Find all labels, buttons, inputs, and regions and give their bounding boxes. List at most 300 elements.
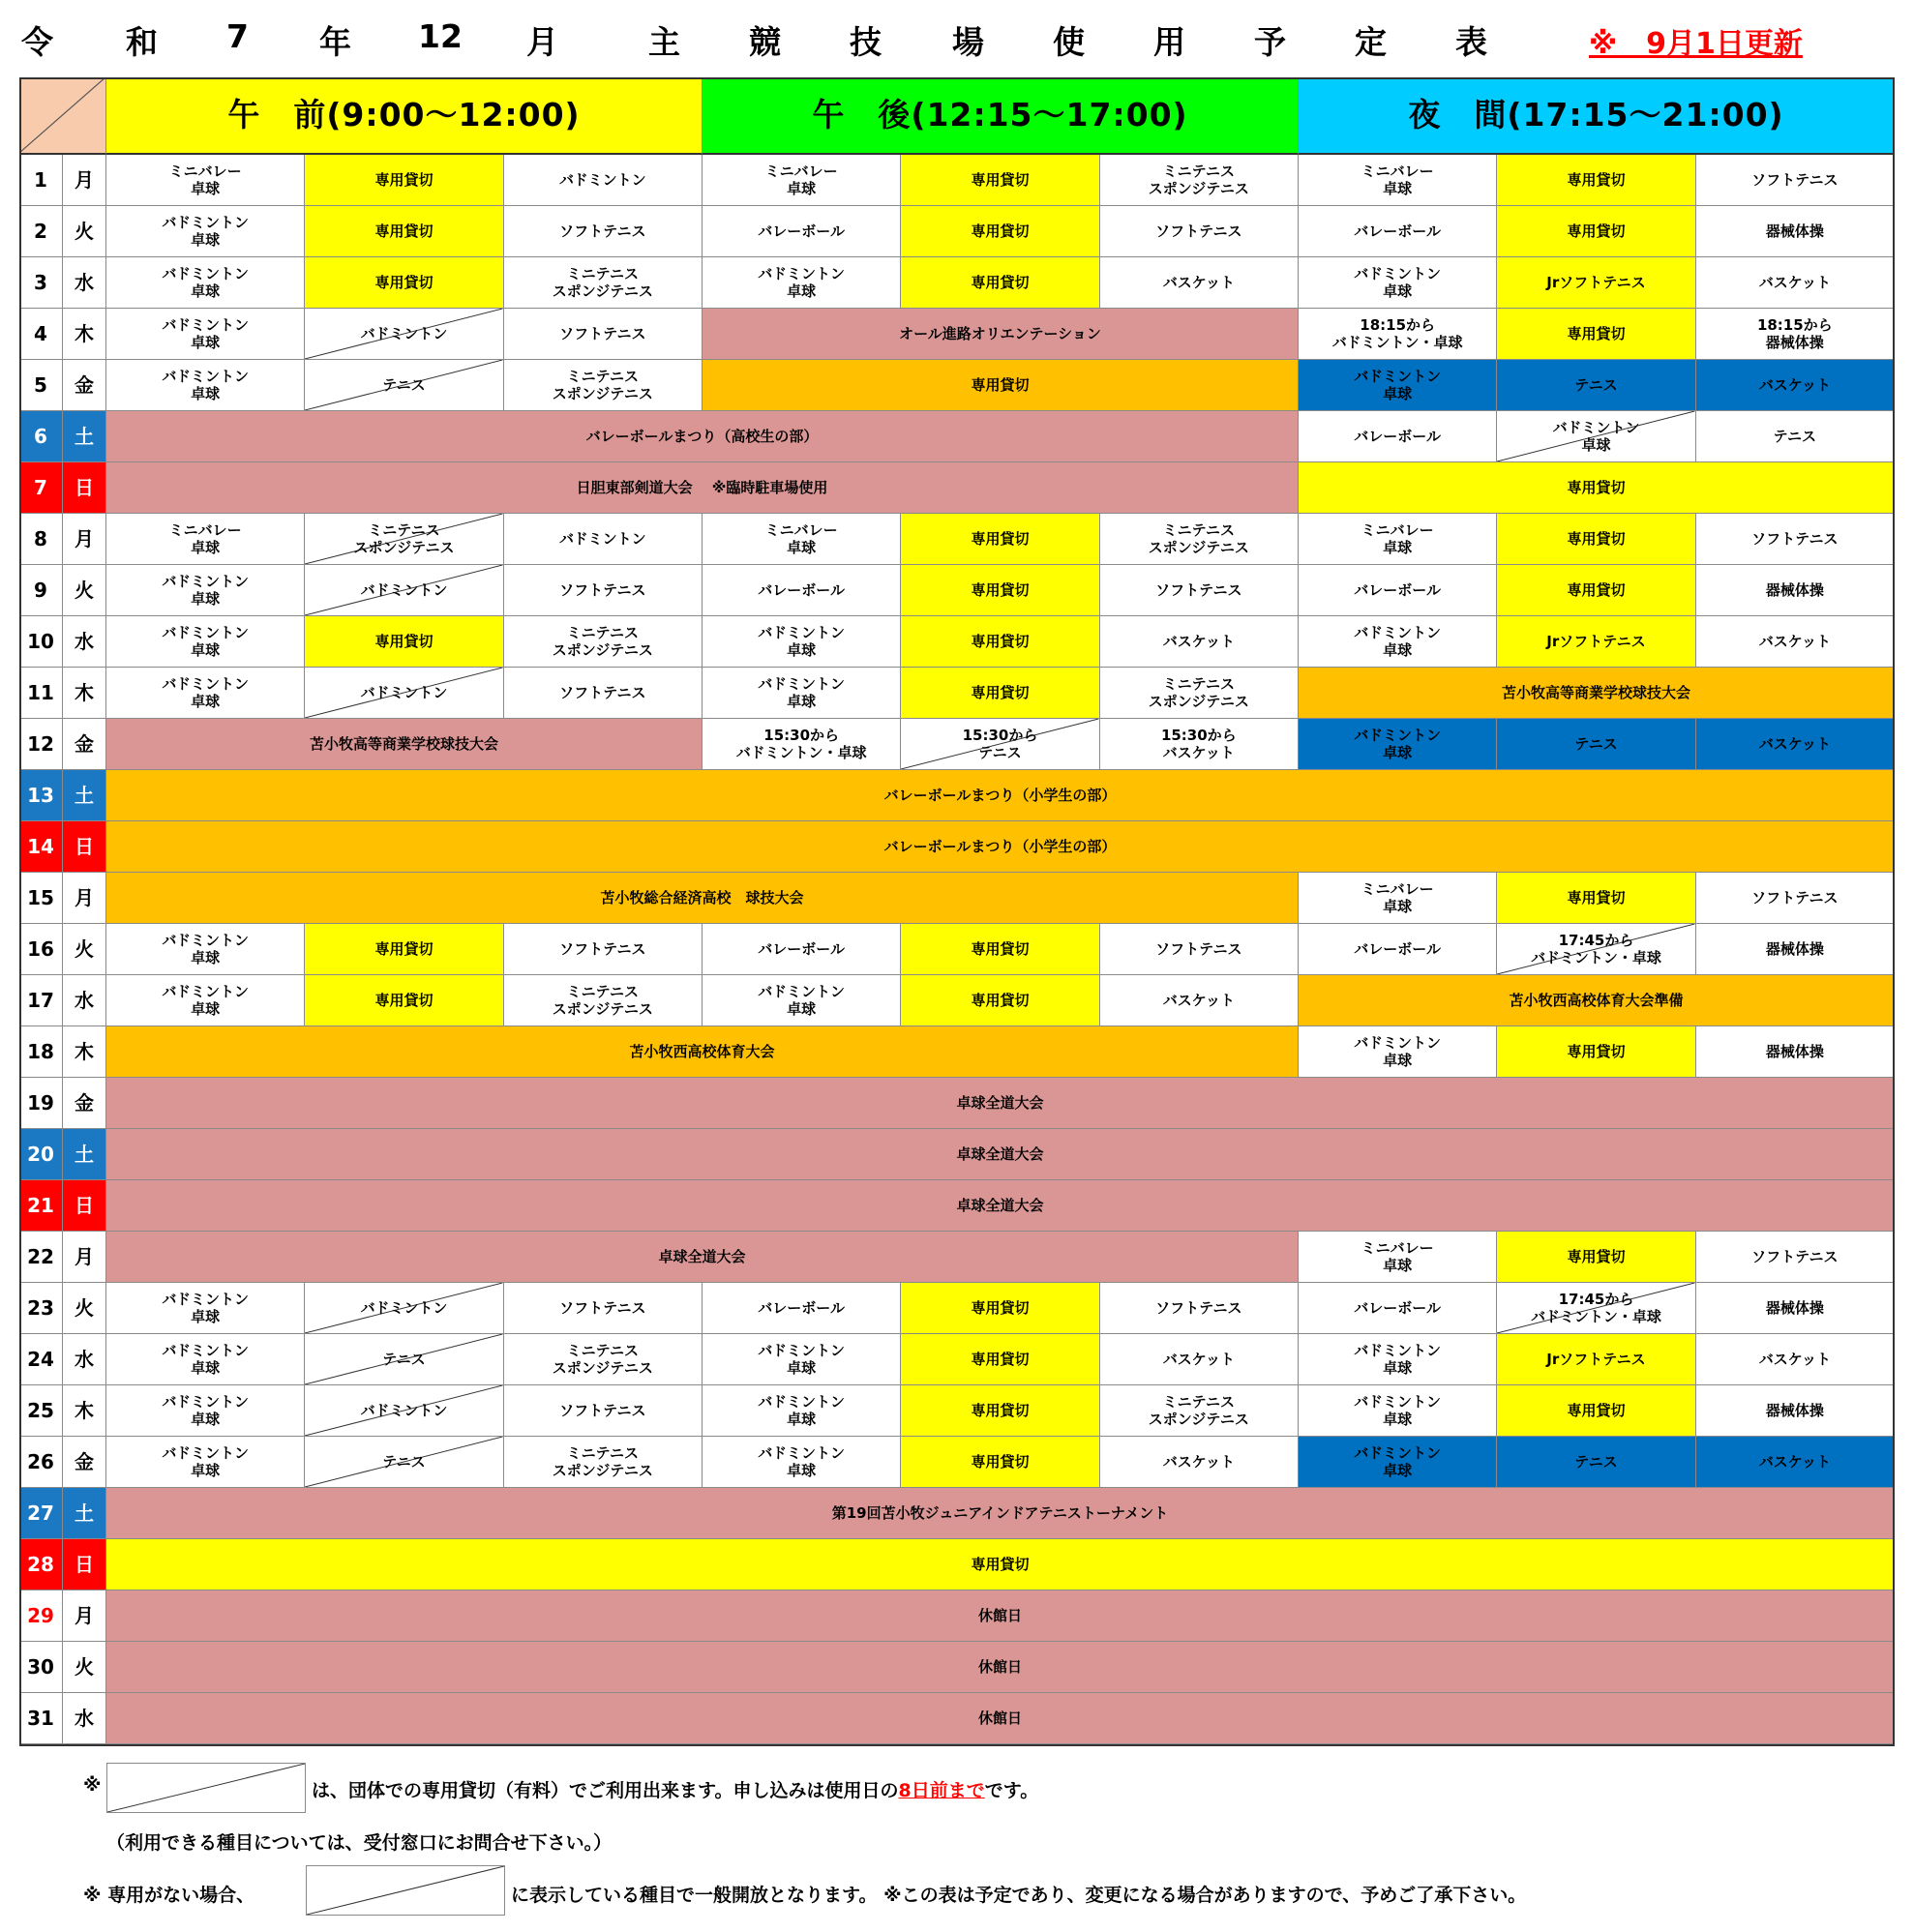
cell-text: 専用貸切 xyxy=(971,581,1030,599)
cell-text: 月 xyxy=(75,1245,94,1268)
weekday-label xyxy=(63,1590,106,1642)
slot-cell xyxy=(1497,1437,1695,1488)
event-cell xyxy=(106,1488,1895,1539)
slot-cell xyxy=(504,206,703,257)
event-cell xyxy=(106,821,1895,873)
title-char: 技 xyxy=(850,23,882,61)
slot-cell xyxy=(1299,565,1497,616)
slot-cell xyxy=(1696,1437,1895,1488)
slot-cell xyxy=(1100,565,1299,616)
cell-text: 11 xyxy=(27,681,54,704)
slot-cell xyxy=(1696,873,1895,924)
event-cell xyxy=(106,1180,1895,1232)
slot-cell xyxy=(1696,565,1895,616)
slot-cell xyxy=(106,1334,305,1385)
event-cell xyxy=(106,1129,1895,1180)
cell-text: 専用貸切 xyxy=(1567,479,1626,496)
cell-text: 16 xyxy=(27,937,54,961)
cell-text: 卓球全道大会 xyxy=(956,1094,1044,1112)
cell-text: 専用貸切 xyxy=(1567,889,1626,907)
slot-cell xyxy=(106,668,305,719)
slot-cell xyxy=(106,1283,305,1334)
weekday-label xyxy=(63,1693,106,1744)
slot-cell xyxy=(1100,616,1299,668)
cell-text: 水 xyxy=(75,1707,94,1730)
cell-text: バドミントン 卓球 xyxy=(758,265,845,300)
cell-text: 15:30から バドミントン・卓球 xyxy=(735,727,867,761)
cell-text: バドミントン 卓球 xyxy=(1354,1034,1441,1069)
cell-text: ソフトテニス xyxy=(559,223,646,240)
cell-text: Jrソフトテニス xyxy=(1546,633,1646,650)
cell-text: 24 xyxy=(27,1348,54,1371)
slot-cell xyxy=(1100,257,1299,309)
cell-text: 土 xyxy=(75,784,94,807)
cell-text: バスケット xyxy=(1162,1351,1235,1368)
cell-text: 日 xyxy=(75,476,94,499)
event-cell xyxy=(106,873,1299,924)
cell-text: 23 xyxy=(27,1296,54,1320)
slot-cell xyxy=(1299,1385,1497,1437)
day-number xyxy=(19,155,63,206)
slot-cell xyxy=(901,668,1099,719)
slot-cell xyxy=(1497,206,1695,257)
cell-text: ミニテニス スポンジテニス xyxy=(552,1342,653,1377)
slot-cell xyxy=(1100,1385,1299,1437)
title-char: 月 xyxy=(526,23,558,61)
day-number xyxy=(19,360,63,411)
cell-text: 休館日 xyxy=(977,1658,1022,1676)
cell-text: バスケット xyxy=(1758,1351,1831,1368)
slot-cell xyxy=(504,514,703,565)
slot-cell xyxy=(1100,1283,1299,1334)
day-number xyxy=(19,1642,63,1693)
slot-cell xyxy=(305,1385,503,1437)
cell-text: 27 xyxy=(27,1501,54,1525)
slot-cell xyxy=(901,1283,1099,1334)
slash-icon xyxy=(307,1866,504,1915)
cell-text: 6 xyxy=(34,425,47,448)
cell-text: バスケット xyxy=(1758,376,1831,394)
weekday-label xyxy=(63,565,106,616)
cell-text: ミニバレー 卓球 xyxy=(764,163,838,197)
cell-text: ミニテニス スポンジテニス xyxy=(1148,1393,1249,1428)
note-line-2: （利用できる種目については、受付窓口にお問合せ下さい。） xyxy=(106,1832,613,1854)
cell-text: ソフトテニス xyxy=(559,684,646,701)
cell-text: 水 xyxy=(75,630,94,653)
day-number xyxy=(19,1283,63,1334)
weekday-label xyxy=(63,1437,106,1488)
slot-cell xyxy=(1497,309,1695,360)
cell-text: バレーボールまつり（高校生の部） xyxy=(585,428,819,445)
event-cell xyxy=(106,1232,1299,1283)
cell-text: ミニバレー 卓球 xyxy=(764,521,838,556)
event-cell xyxy=(106,719,703,770)
cell-text: 月 xyxy=(75,1604,94,1627)
cell-text: ソフトテニス xyxy=(1155,1299,1242,1317)
slot-cell xyxy=(504,1385,703,1437)
cell-text: バスケット xyxy=(1162,274,1235,291)
event-cell xyxy=(106,770,1895,821)
cell-text: 金 xyxy=(75,373,94,397)
slot-cell xyxy=(703,1334,901,1385)
cell-text: バドミントン xyxy=(558,530,646,548)
weekday-label xyxy=(63,1283,106,1334)
cell-text: テニス xyxy=(1574,376,1618,394)
cell-text: ミニバレー 卓球 xyxy=(168,163,242,197)
cell-text: 木 xyxy=(75,1040,94,1063)
slot-cell xyxy=(504,309,703,360)
cell-text: 31 xyxy=(27,1707,54,1730)
cell-text: 15:30から テニス xyxy=(962,727,1038,761)
cell-text: バドミントン 卓球 xyxy=(758,983,845,1018)
slot-cell xyxy=(1299,1232,1497,1283)
cell-text: 10 xyxy=(27,630,54,653)
cell-text: ミニテニス スポンジテニス xyxy=(552,265,653,300)
event-cell xyxy=(106,1693,1895,1744)
day-number xyxy=(19,1334,63,1385)
slot-cell xyxy=(1696,1232,1895,1283)
event-cell xyxy=(106,1642,1895,1693)
cell-text: 18 xyxy=(27,1040,54,1063)
slot-cell xyxy=(1299,514,1497,565)
cell-text: バレーボール xyxy=(1354,581,1441,599)
event-cell xyxy=(703,309,1299,360)
day-number xyxy=(19,1180,63,1232)
cell-text: 火 xyxy=(75,1296,94,1320)
cell-text: 器械体操 xyxy=(1765,581,1824,599)
cell-text: バドミントン 卓球 xyxy=(162,316,250,351)
day-number xyxy=(19,1232,63,1283)
cell-text: バドミントン 卓球 xyxy=(162,983,250,1018)
deadline-highlight: 8日前まで xyxy=(898,1780,985,1801)
weekday-label xyxy=(63,1078,106,1129)
event-cell xyxy=(1299,462,1895,514)
header-morning: 午 前(9:00～12:00) xyxy=(106,77,703,155)
slash-icon xyxy=(107,1764,305,1812)
weekday-label xyxy=(63,155,106,206)
slot-cell xyxy=(1497,155,1695,206)
event-cell xyxy=(1299,975,1895,1026)
slot-cell xyxy=(106,1385,305,1437)
cell-text: 器械体操 xyxy=(1765,1043,1824,1060)
slot-cell xyxy=(1497,616,1695,668)
weekday-label xyxy=(63,462,106,514)
cell-text: バドミントン 卓球 xyxy=(162,573,250,608)
slot-cell xyxy=(504,924,703,975)
title-char: 7 xyxy=(226,17,249,55)
cell-text: 専用貸切 xyxy=(971,633,1030,650)
cell-text: バドミントン 卓球 xyxy=(1354,1444,1441,1479)
slot-cell xyxy=(106,309,305,360)
weekday-label xyxy=(63,1488,106,1539)
cell-text: 12 xyxy=(27,732,54,756)
cell-text: ソフトテニス xyxy=(559,1299,646,1317)
event-cell xyxy=(106,1539,1895,1590)
title-char: 用 xyxy=(1153,23,1185,61)
cell-text: 18:15から バドミントン・卓球 xyxy=(1331,316,1463,351)
cell-text: 専用貸切 xyxy=(971,1299,1030,1317)
day-number xyxy=(19,873,63,924)
slot-cell xyxy=(106,514,305,565)
cell-text: 専用貸切 xyxy=(374,633,434,650)
cell-text: バドミントン 卓球 xyxy=(758,1342,845,1377)
cell-text: 苫小牧西高校体育大会準備 xyxy=(1509,992,1684,1009)
cell-text: 日胆東部剣道大会 ※臨時駐車場使用 xyxy=(576,479,828,496)
cell-text: バドミントン 卓球 xyxy=(1552,419,1640,454)
slot-cell xyxy=(504,668,703,719)
slot-cell xyxy=(1497,565,1695,616)
cell-text: 21 xyxy=(27,1194,54,1217)
slot-cell xyxy=(1497,924,1695,975)
cell-text: 14 xyxy=(27,835,54,858)
slot-cell xyxy=(703,155,901,206)
day-number xyxy=(19,1129,63,1180)
slot-cell xyxy=(504,616,703,668)
cell-text: ソフトテニス xyxy=(1155,581,1242,599)
cell-text: 17:45から バドミントン・卓球 xyxy=(1531,1291,1661,1325)
slot-cell xyxy=(106,565,305,616)
title-char: 競 xyxy=(749,23,781,61)
cell-text: ソフトテニス xyxy=(559,581,646,599)
slot-cell xyxy=(1497,360,1695,411)
cell-text: 器械体操 xyxy=(1765,940,1824,958)
slot-cell xyxy=(1696,1026,1895,1078)
cell-text: 専用貸切 xyxy=(1567,530,1626,548)
cell-text: 専用貸切 xyxy=(1567,325,1626,342)
slot-cell xyxy=(1696,309,1895,360)
slot-cell xyxy=(305,616,503,668)
slot-cell xyxy=(504,975,703,1026)
day-number xyxy=(19,719,63,770)
cell-text: バドミントン 卓球 xyxy=(162,368,250,402)
day-number xyxy=(19,206,63,257)
slot-cell xyxy=(1497,873,1695,924)
slot-cell xyxy=(305,1283,503,1334)
cell-text: バレーボール xyxy=(1354,223,1441,240)
slot-cell xyxy=(1100,155,1299,206)
weekday-label xyxy=(63,668,106,719)
slot-cell xyxy=(1497,257,1695,309)
title-char: 定 xyxy=(1355,23,1387,61)
cell-text: 火 xyxy=(75,937,94,961)
day-number xyxy=(19,565,63,616)
cell-text: 器械体操 xyxy=(1765,223,1824,240)
cell-text: Jrソフトテニス xyxy=(1546,1351,1646,1368)
schedule-table xyxy=(19,77,1895,1746)
cell-text: 7 xyxy=(34,476,47,499)
weekday-label xyxy=(63,360,106,411)
slot-cell xyxy=(901,565,1099,616)
slot-cell xyxy=(1497,1385,1695,1437)
cell-text: ソフトテニス xyxy=(1155,940,1242,958)
cell-text: 専用貸切 xyxy=(971,274,1030,291)
cell-text: 15 xyxy=(27,886,54,909)
cell-text: 専用貸切 xyxy=(1567,1043,1626,1060)
cell-text: 月 xyxy=(75,886,94,909)
cell-text: 22 xyxy=(27,1245,54,1268)
slot-cell xyxy=(703,719,901,770)
slot-cell xyxy=(305,1334,503,1385)
slot-cell xyxy=(1497,1283,1695,1334)
cell-text: オール進路オリエンテーション xyxy=(899,325,1101,342)
slot-cell xyxy=(703,616,901,668)
cell-text: 25 xyxy=(27,1399,54,1422)
slot-cell xyxy=(901,719,1099,770)
cell-text: 専用貸切 xyxy=(971,1351,1030,1368)
cell-text: バスケット xyxy=(1758,1453,1831,1471)
cell-text: テニス xyxy=(1574,735,1618,753)
cell-text: バドミントン 卓球 xyxy=(758,624,845,659)
title-char: 12 xyxy=(418,17,463,55)
cell-text: 卓球全道大会 xyxy=(956,1145,1044,1163)
cell-text: ソフトテニス xyxy=(1751,889,1839,907)
slot-cell xyxy=(106,975,305,1026)
cell-text: 2 xyxy=(34,220,47,243)
slot-cell xyxy=(305,514,503,565)
cell-text: バドミントン 卓球 xyxy=(162,1342,250,1377)
cell-text: 1 xyxy=(34,168,47,192)
cell-text: ミニテニス スポンジテニス xyxy=(552,368,653,402)
cell-text: 金 xyxy=(75,1450,94,1473)
weekday-label xyxy=(63,1385,106,1437)
cell-text: バドミントン xyxy=(360,1402,448,1419)
cell-text: 土 xyxy=(75,425,94,448)
cell-text: バドミントン 卓球 xyxy=(162,624,250,659)
cell-text: 苫小牧高等商業学校球技大会 xyxy=(1501,684,1690,701)
slot-cell xyxy=(1299,1334,1497,1385)
cell-text: 専用貸切 xyxy=(971,376,1030,394)
slot-cell xyxy=(1696,514,1895,565)
weekday-label xyxy=(63,1129,106,1180)
cell-text: 13 xyxy=(27,784,54,807)
cell-text: 20 xyxy=(27,1143,54,1166)
cell-text: バドミントン 卓球 xyxy=(1354,1393,1441,1428)
slot-cell xyxy=(1696,1334,1895,1385)
slot-cell xyxy=(106,924,305,975)
slot-cell xyxy=(1100,668,1299,719)
cell-text: ミニバレー 卓球 xyxy=(1361,880,1434,915)
cell-text: バドミントン 卓球 xyxy=(758,1444,845,1479)
slot-cell xyxy=(1299,719,1497,770)
cell-text: 専用貸切 xyxy=(1567,223,1626,240)
cell-text: ミニテニス スポンジテニス xyxy=(1148,163,1249,197)
cell-text: テニス xyxy=(1574,1453,1618,1471)
cell-text: 専用貸切 xyxy=(971,171,1030,189)
slot-cell xyxy=(703,565,901,616)
cell-text: 17:45から バドミントン・卓球 xyxy=(1531,932,1661,966)
cell-text: 日 xyxy=(75,1553,94,1576)
cell-text: ソフトテニス xyxy=(559,1402,646,1419)
slot-cell xyxy=(1299,155,1497,206)
cell-text: 専用貸切 xyxy=(971,940,1030,958)
cell-text: バレーボール xyxy=(758,940,845,958)
cell-text: バドミントン xyxy=(558,171,646,189)
cell-text: 月 xyxy=(75,168,94,192)
slot-cell xyxy=(703,206,901,257)
cell-text: 18:15から 器械体操 xyxy=(1756,316,1833,351)
day-number xyxy=(19,770,63,821)
weekday-label xyxy=(63,257,106,309)
cell-text: 木 xyxy=(75,322,94,345)
cell-text: ソフトテニス xyxy=(1751,530,1839,548)
note-line-3b: に表示している種目で一般開放となります。 ※この表は予定であり、変更になる場合がありますので、予めご了承下さい。 xyxy=(511,1885,1527,1906)
cell-text: バドミントン 卓球 xyxy=(1354,624,1441,659)
slot-cell xyxy=(901,257,1099,309)
slot-cell xyxy=(1497,514,1695,565)
cell-text: ミニテニス スポンジテニス xyxy=(552,624,653,659)
cell-text: テニス xyxy=(1773,428,1817,445)
slot-cell xyxy=(504,155,703,206)
header-night: 夜 間(17:15～21:00) xyxy=(1299,77,1895,155)
slot-cell xyxy=(1696,616,1895,668)
weekday-label xyxy=(63,206,106,257)
slot-cell xyxy=(901,1437,1099,1488)
slot-cell xyxy=(504,1437,703,1488)
cell-text: 休館日 xyxy=(977,1607,1022,1624)
slot-cell xyxy=(305,206,503,257)
weekday-label xyxy=(63,873,106,924)
cell-text: 専用貸切 xyxy=(1567,1402,1626,1419)
weekday-label xyxy=(63,924,106,975)
event-cell xyxy=(106,411,1299,462)
legend-slashed-cell xyxy=(106,1763,306,1813)
cell-text: 専用貸切 xyxy=(1567,581,1626,599)
cell-text: 専用貸切 xyxy=(971,1453,1030,1471)
cell-text: テニス xyxy=(382,1453,426,1471)
slot-cell xyxy=(305,565,503,616)
cell-text: ソフトテニス xyxy=(559,325,646,342)
cell-text: 日 xyxy=(75,1194,94,1217)
weekday-label xyxy=(63,821,106,873)
cell-text: 専用貸切 xyxy=(374,223,434,240)
cell-text: 苫小牧総合経済高校 球技大会 xyxy=(600,889,804,907)
day-number xyxy=(19,462,63,514)
corner-cell xyxy=(19,77,106,155)
title-char: 使 xyxy=(1053,23,1085,61)
cell-text: バドミントン 卓球 xyxy=(1354,1342,1441,1377)
cell-text: バドミントン xyxy=(360,581,448,599)
slot-cell xyxy=(106,1437,305,1488)
cell-text: 29 xyxy=(27,1604,54,1627)
slot-cell xyxy=(901,616,1099,668)
day-number xyxy=(19,1078,63,1129)
slot-cell xyxy=(703,1283,901,1334)
cell-text: 専用貸切 xyxy=(971,530,1030,548)
cell-text: ソフトテニス xyxy=(559,940,646,958)
cell-text: バスケット xyxy=(1758,633,1831,650)
day-number xyxy=(19,616,63,668)
slot-cell xyxy=(305,257,503,309)
cell-text: ミニバレー 卓球 xyxy=(1361,1239,1434,1274)
cell-text: 28 xyxy=(27,1553,54,1576)
update-note: ※ 9月1日更新 xyxy=(1589,27,1803,61)
cell-text: バドミントン 卓球 xyxy=(162,1291,250,1325)
weekday-label xyxy=(63,1334,106,1385)
slot-cell xyxy=(703,514,901,565)
cell-text: バドミントン 卓球 xyxy=(162,214,250,249)
cell-text: バレーボールまつり（小学生の部） xyxy=(883,838,1117,855)
cell-text: バレーボール xyxy=(1354,940,1441,958)
slot-cell xyxy=(504,360,703,411)
event-cell xyxy=(106,1590,1895,1642)
day-number xyxy=(19,411,63,462)
slot-cell xyxy=(703,1385,901,1437)
cell-text: 専用貸切 xyxy=(971,1556,1030,1573)
slot-cell xyxy=(1299,411,1497,462)
cell-text: Jrソフトテニス xyxy=(1546,274,1646,291)
weekday-label xyxy=(63,1026,106,1078)
slot-cell xyxy=(1100,514,1299,565)
